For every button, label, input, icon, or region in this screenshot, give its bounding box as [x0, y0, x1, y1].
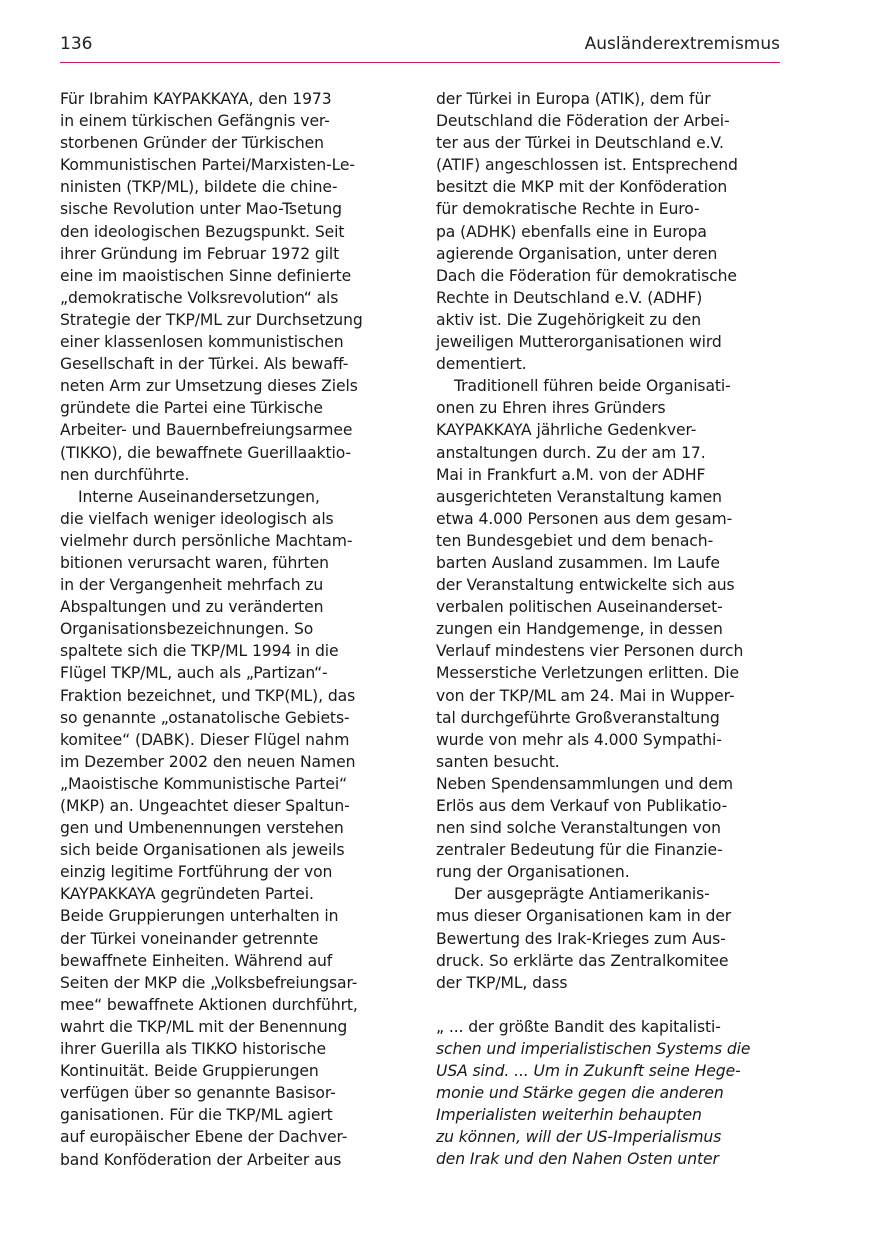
text-line: den ideologischen Bezugspunkt. Seit: [60, 222, 345, 241]
text-line: besitzt die MKP mit der Konföderation: [436, 178, 728, 197]
page-number: 136: [60, 34, 93, 54]
text-line: spaltete sich die TKP/ML 1994 in die: [60, 642, 339, 661]
text-line: ausgerichteten Veranstaltung kamen: [436, 487, 722, 506]
text-line: Neben Spendensammlungen und dem: [436, 774, 733, 793]
text-line: Mai in Frankfurt a.M. von der ADHF: [436, 465, 706, 484]
text-line: mee“ bewaffnete Aktionen durchführt,: [60, 995, 358, 1014]
text-line: Organisationsbezeichnungen. So: [60, 620, 314, 639]
right-column: [436, 88, 781, 1171]
text-line: pa (ADHK) ebenfalls eine in Europa: [436, 222, 707, 241]
text-line: die vielfach weniger ideologisch als: [60, 509, 334, 528]
text-line: in der Vergangenheit mehrfach zu: [60, 576, 324, 595]
text-line: bitionen verursacht waren, führten: [60, 553, 329, 572]
text-line: sich beide Organisationen als jeweils: [60, 841, 345, 860]
text-line: Der ausgeprägte Antiamerikanis-: [454, 885, 710, 904]
text-line: der Veranstaltung entwickelte sich aus: [436, 576, 735, 595]
page-header: [60, 34, 780, 63]
text-line: einzig legitime Fortführung der von: [60, 863, 333, 882]
text-line: Flügel TKP/ML, auch als „Partizan“-: [60, 664, 328, 683]
text-line: band Konföderation der Arbeiter aus: [60, 1150, 342, 1169]
text-line: Kommunistischen Partei/Marxisten-Le-: [60, 156, 355, 175]
text-line: onen zu Ehren ihres Gründers: [436, 399, 666, 418]
text-line: barten Ausland zusammen. Im Laufe: [436, 553, 720, 572]
text-line: Kontinuität. Beide Gruppierungen: [60, 1062, 319, 1081]
text-line: verbalen politischen Auseinanderset-: [436, 598, 723, 617]
text-line: tal durchgeführte Großveranstaltung: [436, 708, 720, 727]
spacer: [436, 994, 781, 1016]
text-line: ihrer Gründung im Februar 1972 gilt: [60, 244, 340, 263]
text-line: santen besucht.: [436, 752, 560, 771]
text-line: KAYPAKKAYA jährliche Gedenkver-: [436, 421, 697, 440]
text-line: Bewertung des Irak-Krieges zum Aus-: [436, 929, 726, 948]
quote-line: den Irak und den Nahen Osten unter: [436, 1150, 719, 1169]
text-line: Seiten der MKP die „Volksbefreiungsar-: [60, 973, 358, 992]
text-line: mus dieser Organisationen kam in der: [436, 907, 732, 926]
left-column: [60, 88, 405, 1171]
text-line: Interne Auseinandersetzungen,: [78, 487, 320, 506]
text-line: KAYPAKKAYA gegründeten Partei.: [60, 885, 314, 904]
text-line: ten Bundesgebiet und dem benach-: [436, 531, 714, 550]
text-line: agierende Organisation, unter deren: [436, 244, 718, 263]
quote-line: „ ... der größte Bandit des kapitalisti-: [436, 1017, 721, 1036]
text-line: Abspaltungen und zu veränderten: [60, 598, 324, 617]
text-line: Fraktion bezeichnet, und TKP(ML), das: [60, 686, 356, 705]
text-line: gen und Umbenennungen verstehen: [60, 819, 344, 838]
text-line: im Dezember 2002 den neuen Namen: [60, 752, 356, 771]
text-line: rung der Organisationen.: [436, 863, 630, 882]
text-line: (ATIF) angeschlossen ist. Entsprechend: [436, 156, 738, 175]
text-line: wahrt die TKP/ML mit der Benennung: [60, 1017, 348, 1036]
text-line: einer klassenlosen kommunistischen: [60, 333, 344, 352]
quote-line: schen und imperialistischen Systems die: [436, 1039, 751, 1058]
text-line: der Türkei voneinander getrennte: [60, 929, 319, 948]
text-line: aktiv ist. Die Zugehörigkeit zu den: [436, 310, 702, 329]
quote-line: zu können, will der US-Imperialismus: [436, 1128, 722, 1147]
text-line: ihrer Guerilla als TIKKO historische: [60, 1040, 326, 1059]
text-line: in einem türkischen Gefängnis ver-: [60, 112, 330, 131]
block-quote: [436, 1016, 781, 1171]
text-line: zentraler Bedeutung für die Finanzie-: [436, 841, 723, 860]
text-line: so genannte „ostanatolische Gebiets-: [60, 708, 350, 727]
text-line: Verlauf mindestens vier Personen durch: [436, 642, 744, 661]
text-line: Erlös aus dem Verkauf von Publikatio-: [436, 797, 728, 815]
text-line: bewaffnete Einheiten. Während auf: [60, 951, 333, 970]
text-line: „Maoistische Kommunistische Partei“: [60, 774, 348, 793]
running-title: Ausländerextremismus: [584, 34, 780, 54]
text-line: nen durchführte.: [60, 465, 190, 484]
text-line: komitee“ (DABK). Dieser Flügel nahm: [60, 730, 350, 749]
text-line: wurde von mehr als 4.000 Sympathi-: [436, 730, 722, 749]
text-line: sische Revolution unter Mao-Tsetung: [60, 200, 342, 219]
text-line: (TIKKO), die bewaffnete Guerillaaktio-: [60, 443, 351, 462]
text-line: auf europäischer Ebene der Dachver-: [60, 1128, 348, 1147]
text-line: der TKP/ML, dass: [436, 973, 568, 992]
text-line: für demokratische Rechte in Euro-: [436, 200, 700, 219]
text-line: Für Ibrahim KAYPAKKAYA, den 1973: [60, 90, 332, 108]
text-line: von der TKP/ML am 24. Mai in Wupper-: [436, 686, 735, 705]
text-line: ter aus der Türkei in Deutschland e.V.: [436, 134, 724, 153]
text-line: Gesellschaft in der Türkei. Als bewaff-: [60, 355, 349, 374]
text-line: ninisten (TKP/ML), bildete die chine-: [60, 178, 338, 197]
text-line: storbenen Gründer der Türkischen: [60, 134, 324, 153]
text-line: jeweiligen Mutterorganisationen wird: [436, 333, 722, 352]
text-line: ganisationen. Für die TKP/ML agiert: [60, 1106, 333, 1125]
text-line: der Türkei in Europa (ATIK), dem für: [436, 90, 711, 108]
text-line: etwa 4.000 Personen aus dem gesam-: [436, 509, 733, 528]
text-line: Dach die Föderation für demokratische: [436, 266, 737, 285]
text-line: Traditionell führen beide Organisati-: [454, 377, 731, 396]
quote-line: Imperialisten weiterhin behaupten: [436, 1106, 702, 1125]
text-line: anstaltungen durch. Zu der am 17.: [436, 443, 706, 462]
text-line: zungen ein Handgemenge, in dessen: [436, 620, 723, 639]
text-line: Rechte in Deutschland e.V. (ADHF): [436, 288, 703, 307]
text-line: Deutschland die Föderation der Arbei-: [436, 112, 730, 131]
text-line: verfügen über so genannte Basisor-: [60, 1084, 336, 1103]
text-line: vielmehr durch persönliche Machtam-: [60, 531, 353, 550]
text-line: „demokratische Volksrevolution“ als: [60, 288, 339, 307]
text-line: eine im maoistischen Sinne definierte: [60, 266, 352, 285]
text-line: neten Arm zur Umsetzung dieses Ziels: [60, 377, 358, 396]
text-line: Strategie der TKP/ML zur Durchsetzung: [60, 310, 363, 329]
text-line: gründete die Partei eine Türkische: [60, 399, 323, 418]
text-line: druck. So erklärte das Zentralkomitee: [436, 951, 729, 970]
quote-line: USA sind. ... Um in Zukunft seine Hege-: [436, 1062, 741, 1081]
text-line: Arbeiter- und Bauernbefreiungsarmee: [60, 421, 353, 440]
text-line: Messerstiche Verletzungen erlitten. Die: [436, 664, 739, 683]
text-line: Beide Gruppierungen unterhalten in: [60, 907, 339, 926]
text-line: dementiert.: [436, 355, 527, 374]
quote-line: monie und Stärke gegen die anderen: [436, 1084, 724, 1103]
text-line: nen sind solche Veranstaltungen von: [436, 819, 721, 838]
text-line: (MKP) an. Ungeachtet dieser Spaltun-: [60, 797, 350, 815]
